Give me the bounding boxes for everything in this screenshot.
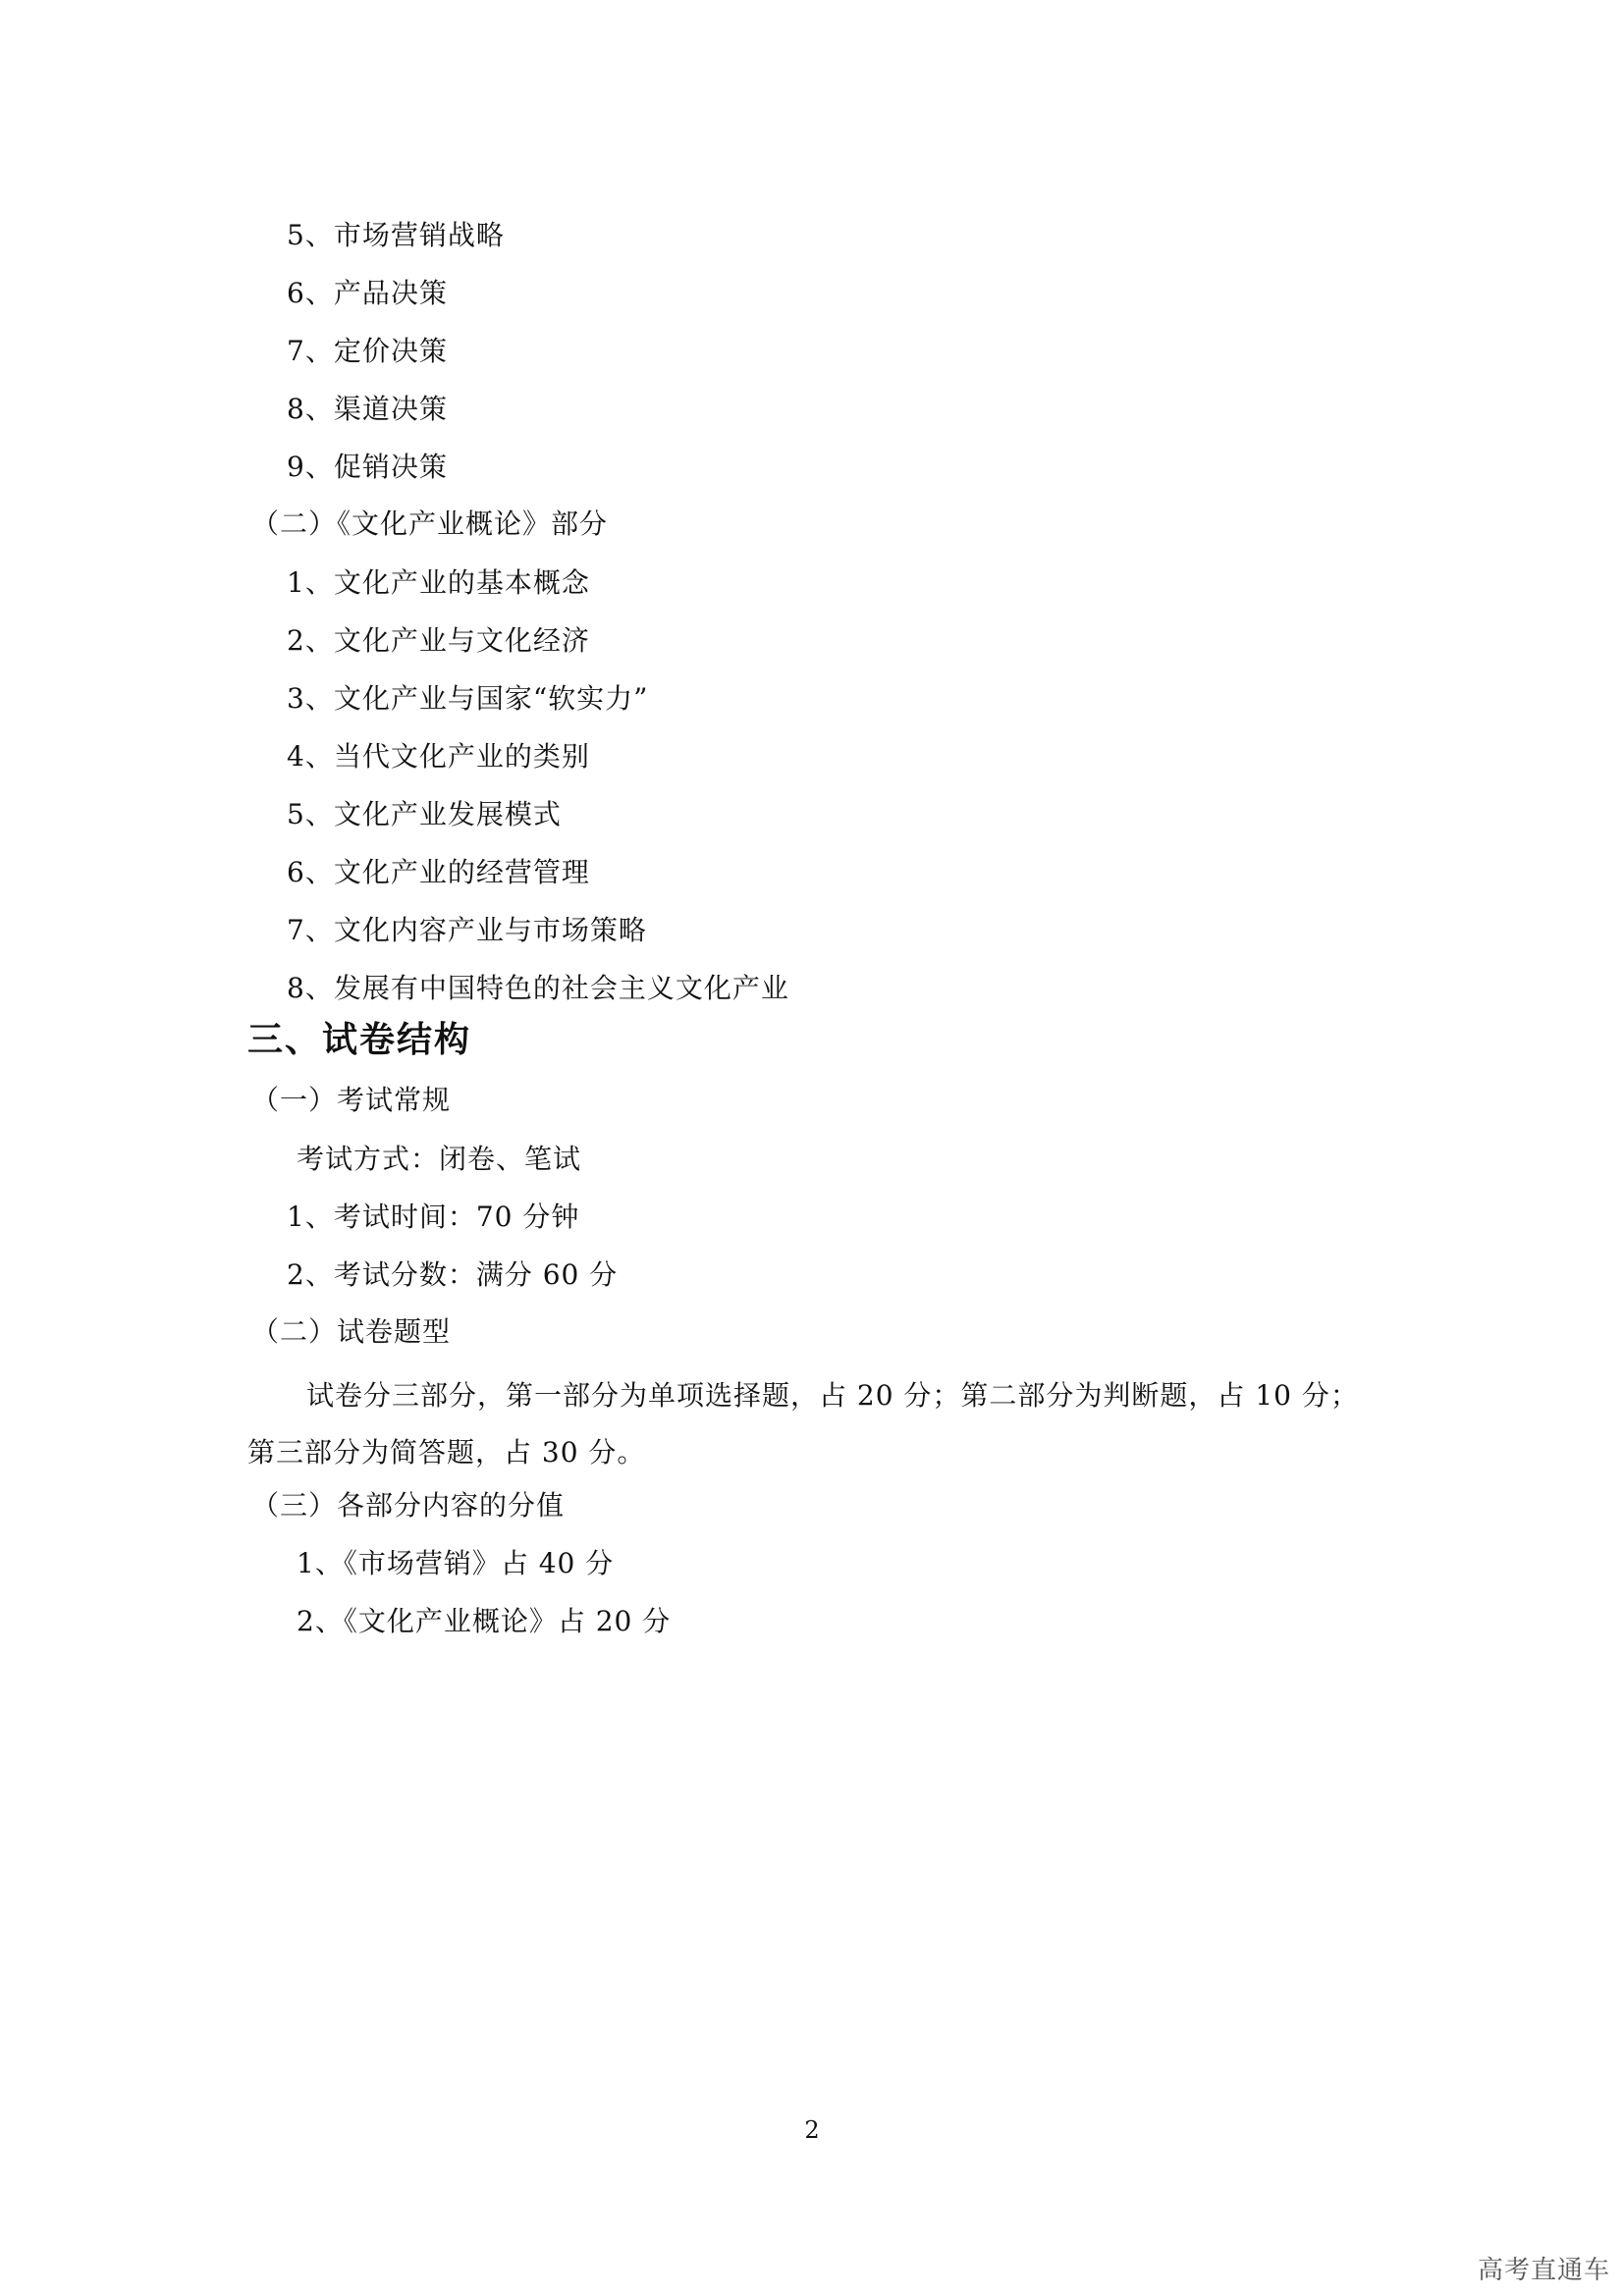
exam-method: 考试方式：闭卷、笔试 — [297, 1143, 582, 1175]
list-item: 6、产品决策 — [287, 277, 448, 309]
list-item: 8、渠道决策 — [287, 393, 448, 425]
list-item: 6、文化产业的经营管理 — [287, 856, 590, 888]
list-item: 2、文化产业与文化经济 — [287, 624, 590, 657]
list-item: 8、发展有中国特色的社会主义文化产业 — [287, 972, 789, 1004]
subsection-heading: （一）考试常规 — [251, 1084, 452, 1116]
list-item: 5、市场营销战略 — [287, 219, 505, 251]
watermark: 高考直通车 — [1477, 2256, 1610, 2285]
subsection-heading: （二）试卷题型 — [251, 1315, 452, 1348]
subsection-heading: （三）各部分内容的分值 — [251, 1489, 566, 1522]
list-item: 7、文化内容产业与市场策略 — [287, 914, 647, 946]
subsection-heading: （二）《文化产业概论》部分 — [251, 507, 609, 540]
question-types-paragraph: 试卷分三部分，第一部分为单项选择题，占 20 分；第二部分为判断题，占 10 分；第三部分为简答题，占 30 分。 — [247, 1379, 1359, 1468]
list-item: 1、《市场营销》占 40 分 — [297, 1547, 615, 1579]
list-item: 4、当代文化产业的类别 — [287, 740, 590, 773]
list-item: 3、文化产业与国家“软实力” — [287, 682, 649, 715]
list-item: 2、《文化产业概论》占 20 分 — [297, 1605, 672, 1637]
list-item: 2、考试分数：满分 60 分 — [287, 1258, 619, 1291]
list-item: 7、定价决策 — [287, 335, 448, 367]
section-heading: 三、试卷结构 — [247, 1020, 472, 1060]
list-item: 1、考试时间：70 分钟 — [287, 1201, 580, 1233]
list-item: 9、促销决策 — [287, 451, 448, 483]
list-item: 1、文化产业的基本概念 — [287, 566, 590, 599]
list-item: 5、文化产业发展模式 — [287, 798, 562, 830]
page-number: 2 — [804, 2116, 820, 2144]
